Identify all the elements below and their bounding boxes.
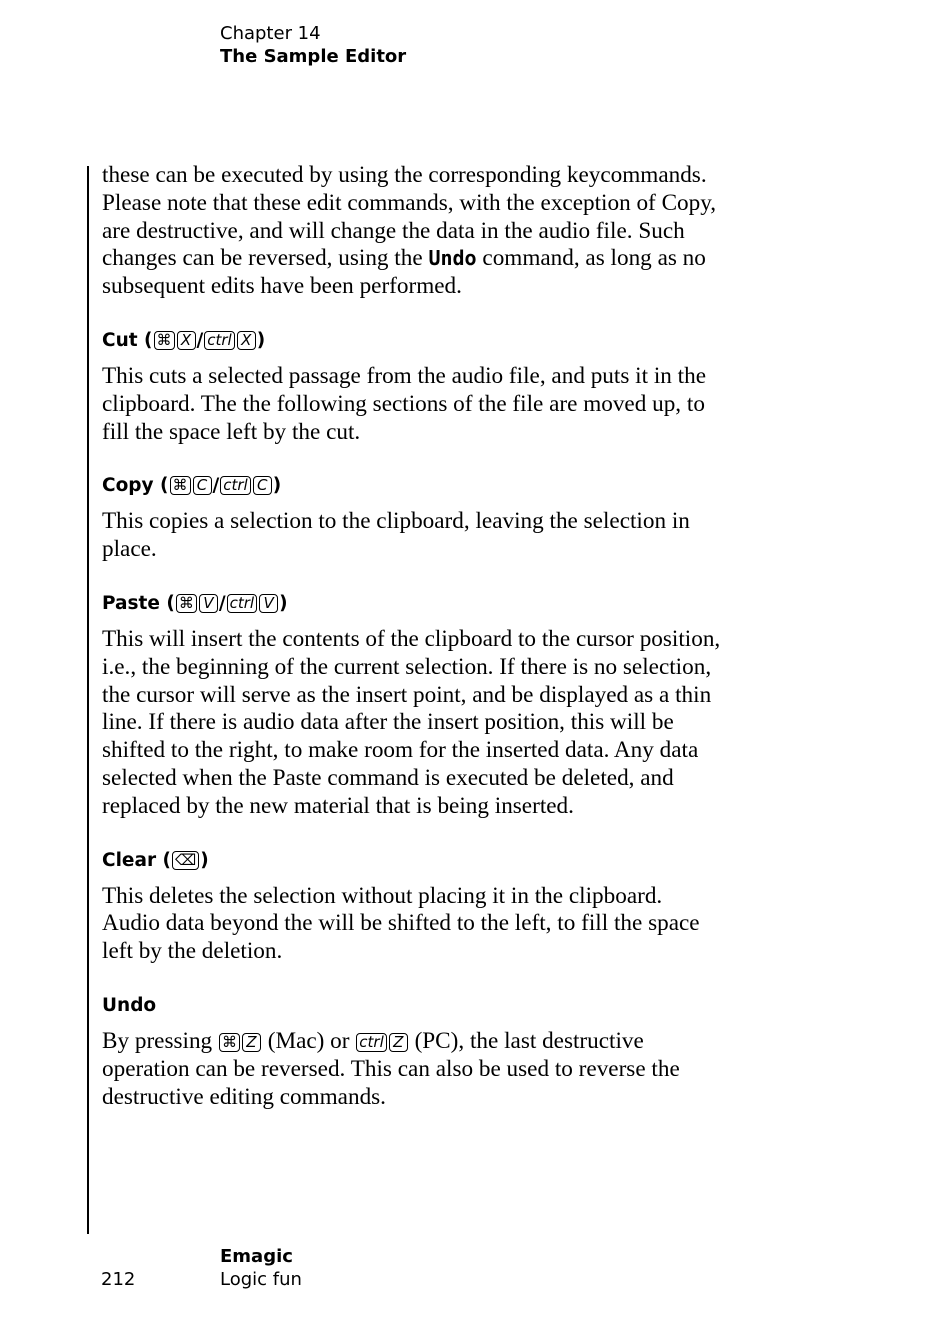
footer-product: Logic fun	[220, 1269, 302, 1290]
running-footer	[220, 1245, 302, 1291]
undo-description	[102, 1028, 722, 1111]
chapter-title: The Sample Editor	[220, 46, 407, 67]
ctrl-key: ctrl	[220, 476, 250, 495]
undo-heading: Undo	[102, 994, 157, 1016]
ctrl-key: ctrl	[204, 331, 234, 350]
undo-mac-text: (Mac) or	[261, 1027, 356, 1054]
command-key-icon: ⌘	[176, 594, 197, 613]
paste-label: Paste	[102, 592, 160, 614]
v-key: V	[199, 594, 218, 613]
cut-label: Cut	[102, 329, 138, 351]
running-header	[220, 22, 406, 68]
cut-heading: Cut ( ⌘ X / ctrl X )	[102, 329, 266, 351]
copy-heading: Copy ( ⌘ C / ctrl C )	[102, 475, 282, 497]
z-key: Z	[242, 1033, 261, 1052]
x-key: X	[237, 331, 256, 350]
cut-description: This cuts a selected passage from the audio file, and puts it in the clipboard. The the following sections of the file are moved up, to fill the space left by the cut.	[102, 362, 706, 445]
clear-description: This deletes the selection without placing it in the clipboard. Audio data beyond the will be shifted to the left, to fill the space left by the deletion.	[102, 882, 700, 965]
ctrl-key: ctrl	[356, 1033, 386, 1052]
page-content	[102, 162, 722, 1111]
intro-paragraph-2	[102, 190, 722, 301]
margin-rule	[87, 166, 89, 1234]
command-key-icon: ⌘	[170, 476, 191, 495]
undo-text-start: By pressing	[102, 1027, 218, 1054]
copy-description: This copies a selection to the clipboard, leaving the selection in place.	[102, 508, 690, 563]
v-key: V	[259, 594, 278, 613]
c-key: C	[193, 476, 212, 495]
ctrl-key: ctrl	[227, 594, 257, 613]
copy-label: Copy	[102, 475, 154, 497]
intro-paragraph-1: these can be executed by using the corresponding keycommands.	[102, 162, 707, 188]
command-key-icon: ⌘	[154, 331, 175, 350]
page-number: 212	[101, 1269, 136, 1290]
chapter-label: Chapter 14	[220, 23, 321, 44]
intro-text-end: command, as long as no subsequent edits have been performed.	[102, 245, 706, 300]
command-key-icon: ⌘	[219, 1033, 240, 1052]
paste-description: This will insert the contents of the clipboard to the cursor position, i.e., the beginning of the current selection. If there is no selection, the cursor will serve as the insert point, and be displayed as a thin line. If there is audio data after the insert position, this will be shifted to the right, to make room for the inserted data. Any data selected when the Paste command is executed be deleted, and replaced by the new material that is being inserted.	[102, 625, 721, 819]
backspace-key-icon: ⌫	[172, 851, 199, 870]
clear-label: Clear	[102, 849, 157, 871]
clear-heading: Clear ( ⌫ )	[102, 849, 209, 871]
undo-text-end: (PC), the last destructive operation can be reversed. This can also be used to reverse the destructive editing commands.	[102, 1027, 680, 1110]
x-key: X	[177, 331, 196, 350]
footer-brand: Emagic	[220, 1246, 293, 1267]
paste-heading: Paste ( ⌘ V / ctrl V )	[102, 592, 288, 614]
z-key: Z	[389, 1033, 408, 1052]
undo-command-label: Undo	[428, 246, 477, 271]
c-key: C	[253, 476, 272, 495]
intro-text: Please note that these edit commands, with the exception of Copy, are destructive, and will change the data in the audio file. Such changes can be reversed, using the	[102, 189, 717, 272]
